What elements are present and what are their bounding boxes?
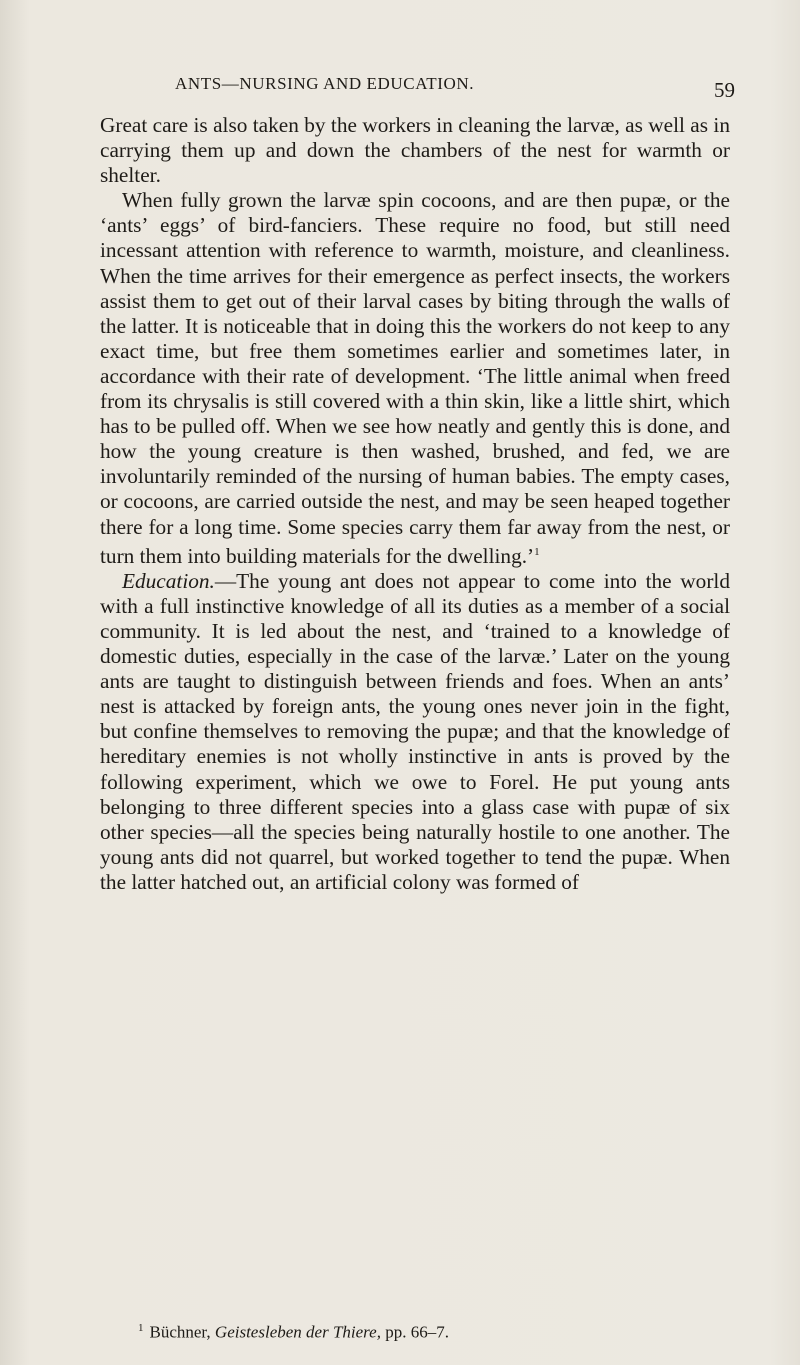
footnote-author: Büchner,	[149, 1322, 211, 1342]
running-head: ANTS—NURSING AND EDUCATION.	[175, 74, 475, 93]
body-text	[100, 113, 730, 895]
section-heading-education: Education.	[122, 568, 215, 593]
paragraph-larvae-care: Great care is also taken by the workers in cleaning the larvæ, as well as in carrying them up and down the chambers of the nest for warmth or shelter.	[100, 113, 730, 188]
paragraph-cocoons	[100, 188, 730, 569]
footnote-mark: 1	[138, 1322, 144, 1334]
paragraph-education	[100, 569, 730, 895]
footnote-pages: pp. 66–7.	[385, 1322, 449, 1342]
page-number: 59	[714, 78, 735, 102]
footnote	[138, 1318, 738, 1343]
footnote-work-title: Geistesleben der Thiere,	[214, 1322, 381, 1342]
paragraph-education-text: —The young ant does not appear to come into the world with a full instinctive knowledge of all its duties as a member of a social community. It is led about the nest, and ‘trained to a knowledge of domestic duties, especially in the case of the larvæ.’ Later on the young ants are taught to distinguish between friends and foes. When an ants’ nest is attacked by foreign ants, the young ones never join in the fight, but confine themselves to removing the pupæ; and that the knowledge of hereditary enemies is not wholly instinctive in ants is proved by the following experiment, which we owe to Forel. He put young ants belonging to three different species into a glass case with pupæ of six other species—all the species being naturally hostile to one another. The young ants did not quarrel, but worked together to tend the pupæ. When the latter hatched out, an artificial colony was formed of	[100, 568, 730, 894]
paragraph-cocoons-text: When fully grown the larvæ spin cocoons, and are then pupæ, or the ‘ants’ eggs’ of bird-fanciers. These require no food, but still need incessant attention with reference to warmth, moisture, and cleanliness. When the time arrives for their emergence as perfect insects, the workers assist them to get out of their larval cases by biting through the walls of the latter. It is noticeable that in doing this the workers do not keep to any exact time, but free them sometimes earlier and sometimes later, in accordance with their rate of development. ‘The little animal when freed from its chrysalis is still covered with a thin skin, like a little shirt, which has to be pulled off. When we see how neatly and gently this is done, and how the young creature is then washed, brushed, and fed, we are involuntarily reminded of the nursing of human babies. The empty cases, or cocoons, are carried outside the nest, and may be seen heaped together there for a long time. Some species carry them far away from the nest, or turn them into building materials for the dwelling.’	[100, 188, 730, 568]
page-header	[175, 74, 735, 104]
footnote-reference: 1	[534, 545, 540, 558]
